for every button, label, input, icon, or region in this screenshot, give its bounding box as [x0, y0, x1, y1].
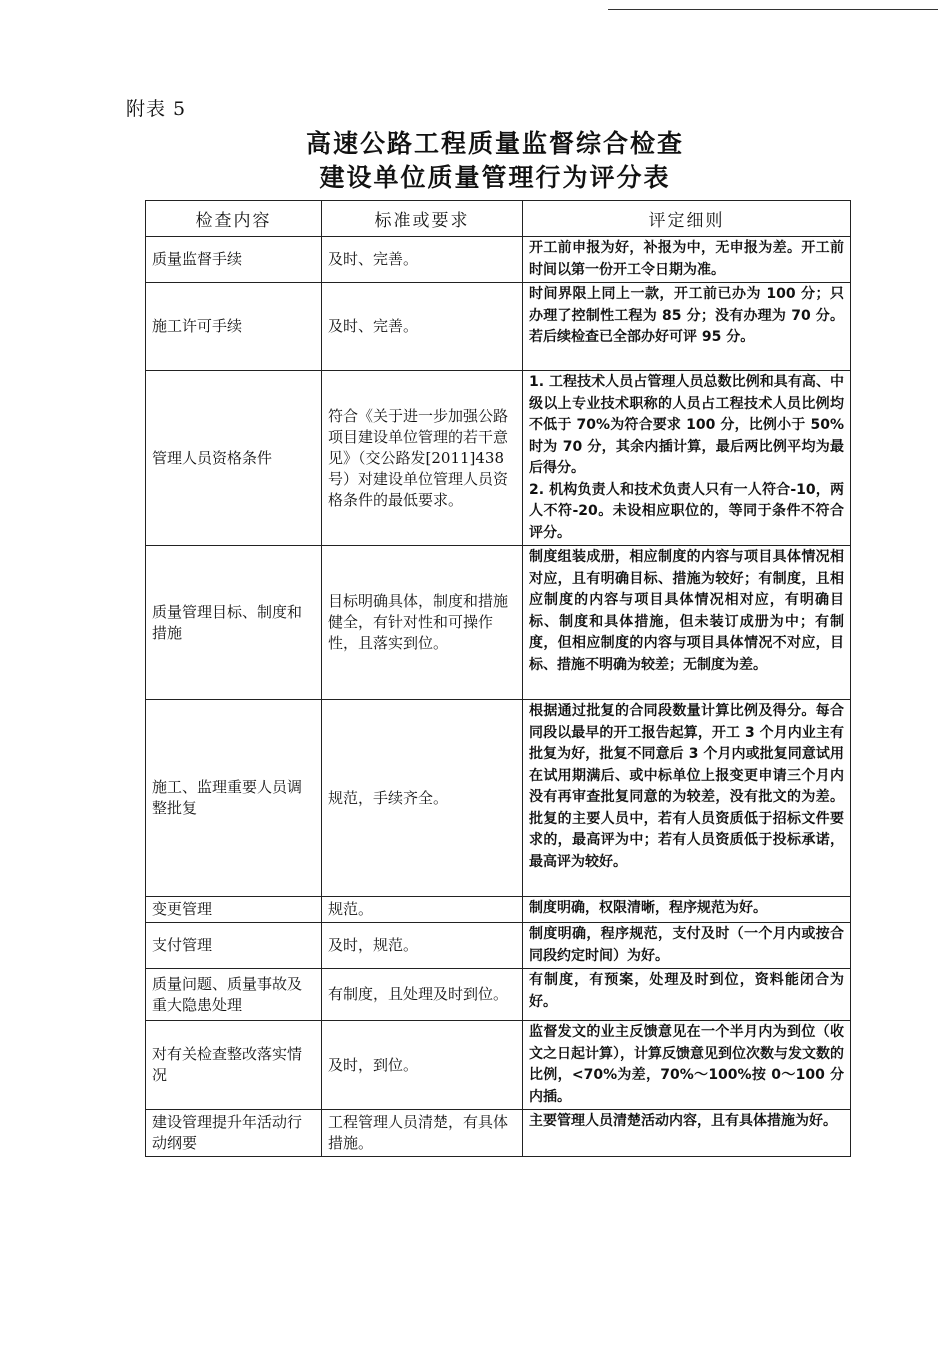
- row-standard: 规范。: [322, 897, 523, 923]
- table-row: [146, 371, 851, 546]
- row-item: 质量问题、质量事故及重大隐患处理: [146, 969, 322, 1021]
- table-header-row: [146, 201, 851, 237]
- table-row: [146, 923, 851, 969]
- table-row: [146, 700, 851, 897]
- table-row: [146, 237, 851, 283]
- row-standard: 及时、完善。: [322, 237, 523, 283]
- row-item: 施工、监理重要人员调整批复: [146, 700, 322, 897]
- header-standard: 标准或要求: [322, 201, 523, 237]
- annex-label: 附表 5: [126, 98, 187, 120]
- row-item: 质量监督手续: [146, 237, 322, 283]
- row-standard: 规范，手续齐全。: [322, 700, 523, 897]
- table-row: [146, 1110, 851, 1157]
- row-criteria: 时间界限上同上一款，开工前已办为 100 分；只办理了控制性工程为 85 分；没有办理为 70 分。若后续检查已全部办好可评 95 分。: [523, 283, 851, 371]
- row-item: 支付管理: [146, 923, 322, 969]
- table-row: [146, 1021, 851, 1110]
- row-item: 管理人员资格条件: [146, 371, 322, 546]
- row-item: 变更管理: [146, 897, 322, 923]
- row-standard: 有制度，且处理及时到位。: [322, 969, 523, 1021]
- row-standard: 及时，到位。: [322, 1021, 523, 1110]
- row-criteria: 有制度，有预案，处理及时到位，资料能闭合为好。: [523, 969, 851, 1021]
- document-title-line1: 高速公路工程质量监督综合检查: [305, 129, 684, 158]
- table-row: [146, 283, 851, 371]
- header-inspection-content: 检查内容: [146, 201, 322, 237]
- row-item: 对有关检查整改落实情况: [146, 1021, 322, 1110]
- row-criteria: 根据通过批复的合同段数量计算比例及得分。每合同段以最早的开工报告起算，开工 3 个月内业主有批复为好，批复不同意后 3 个月内或批复同意试用在试用期满后、或中标单位上报变更申请三个月内没有再审查批复同意的为较差，没有批文的为差。批复的主要人员中，若有人员资质低于招标文件要求的，最高评为中；若有人员资质低于投标承诺，最高评为较好。: [523, 700, 851, 897]
- row-item: 施工许可手续: [146, 283, 322, 371]
- row-criteria: 制度组装成册，相应制度的内容与项目具体情况相对应，且有明确目标、措施为较好；有制度，且相应制度的内容与项目具体情况相对应，有明确目标、制度和具体措施，但未装订成册为中；有制度，但相应制度的内容与项目具体情况不对应，目标、措施不明确为较差；无制度为差。: [523, 546, 851, 700]
- row-standard: 及时、完善。: [322, 283, 523, 371]
- row-standard: 符合《关于进一步加强公路项目建设单位管理的若干意见》（交公路发[2011]438 号）对建设单位管理人员资格条件的最低要求。: [322, 371, 523, 546]
- row-criteria: 制度明确，权限清晰，程序规范为好。: [523, 897, 851, 923]
- top-rule: [608, 9, 938, 10]
- row-criteria: 开工前申报为好，补报为中，无申报为差。开工前时间以第一份开工令日期为准。: [523, 237, 851, 283]
- scoring-table: [145, 200, 851, 1157]
- row-criteria: 1. 工程技术人员占管理人员总数比例和具有高、中级以上专业技术职称的人员占工程技术人员比例均不低于 70%为符合要求 100 分，比例小于 50%时为 70 分，其余内插计算，最后两比例平均为最后得分。 2. 机构负责人和技术负责人只有一人符合-10，两人不符-20。未设相应职位的，等同于条件不符合评分。: [523, 371, 851, 546]
- row-standard: 目标明确具体，制度和措施健全，有针对性和可操作性，且落实到位。: [322, 546, 523, 700]
- row-criteria: 监督发文的业主反馈意见在一个半月内为到位（收文之日起计算），计算反馈意见到位次数与发文数的比例，<70%为差，70%～100%按 0～100 分内插。: [523, 1021, 851, 1110]
- row-standard: 及时，规范。: [322, 923, 523, 969]
- table-row: [146, 969, 851, 1021]
- document-title-line2: 建设单位质量管理行为评分表: [319, 163, 671, 192]
- row-item: 建设管理提升年活动行动纲要: [146, 1110, 322, 1157]
- row-item: 质量管理目标、制度和措施: [146, 546, 322, 700]
- row-standard: 工程管理人员清楚，有具体措施。: [322, 1110, 523, 1157]
- table-row: [146, 897, 851, 923]
- header-criteria: 评定细则: [523, 201, 851, 237]
- row-criteria: 主要管理人员清楚活动内容，且有具体措施为好。: [523, 1110, 851, 1157]
- row-criteria: 制度明确，程序规范，支付及时（一个月内或按合同段约定时间）为好。: [523, 923, 851, 969]
- table-row: [146, 546, 851, 700]
